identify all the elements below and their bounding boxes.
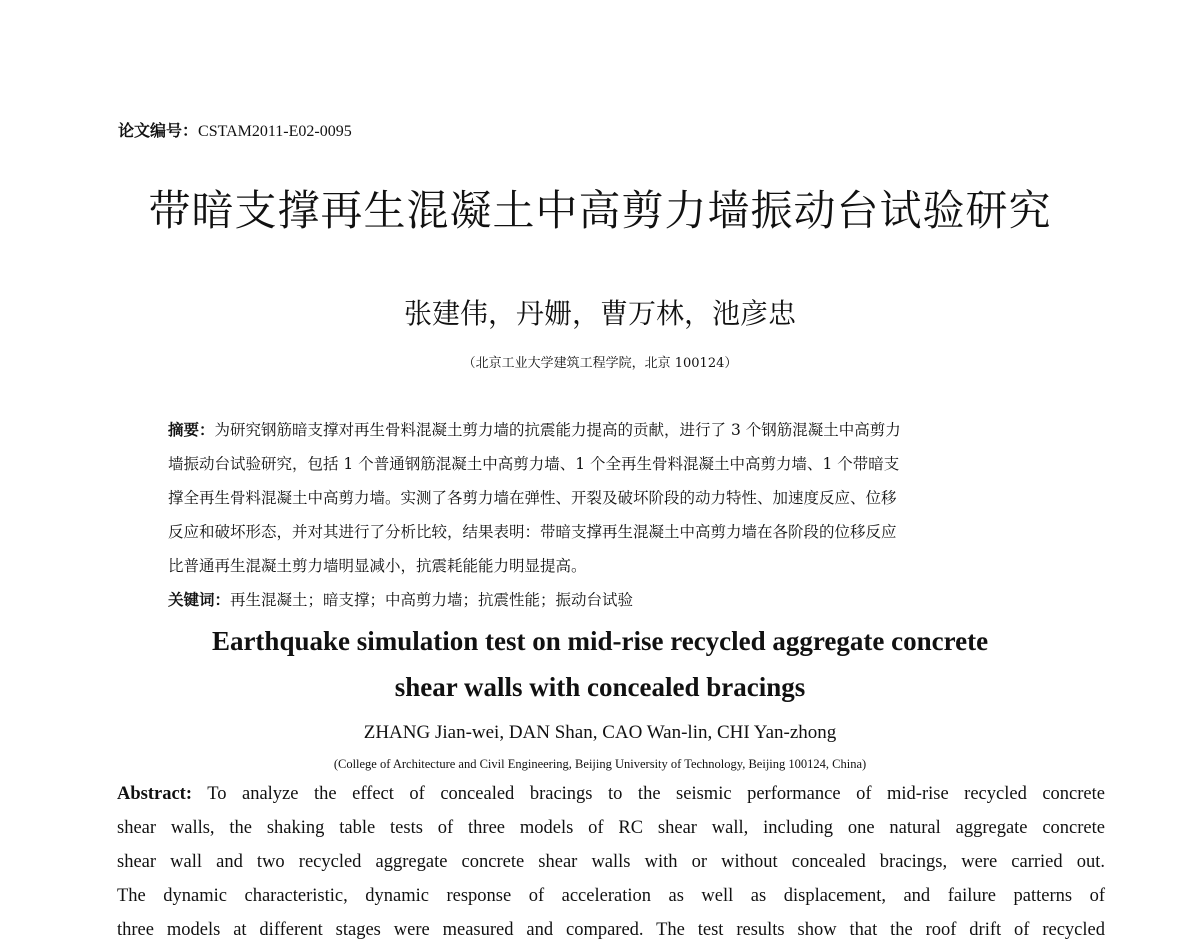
abstract-en-label: Abstract: xyxy=(117,784,193,804)
keywords-cn-label: 关键词： xyxy=(168,590,231,609)
abstract-en-line: shear wall and two recycled aggregate concrete shear walls with or without concealed bracings, were carried out. xyxy=(117,852,1105,872)
abstract-cn-line: 反应和破坏形态，并对其进行了分析比较，结果表明：带暗支撑再生混凝土中高剪力墙在各阶段的位移反应 xyxy=(168,523,897,541)
abstract-en-line: three models at different stages were measured and compared. The test results show that the roof drift of recycled xyxy=(117,920,1105,940)
title-en-line-2: shear walls with concealed bracings xyxy=(394,672,806,702)
paper-id xyxy=(118,118,352,141)
abstract-en-line xyxy=(117,784,1105,805)
keywords-cn xyxy=(168,588,633,610)
title-cn: 带暗支撑再生混凝土中高剪力墙振动台试验研究 xyxy=(148,186,1052,235)
abstract-en-text: To analyze the effect of concealed bracings to the seismic performance of mid-rise recycled concrete xyxy=(192,784,1105,804)
abstract-cn-line: 墙振动台试验研究，包括 1 个普通钢筋混凝土中高剪力墙、1 个全再生骨料混凝土中高剪力墙、1 个带暗支 xyxy=(168,455,900,473)
abstract-cn-line xyxy=(168,418,901,440)
paper-id-value: CSTAM2011-E02-0095 xyxy=(198,123,352,140)
abstract-cn-text: 为研究钢筋暗支撑对再生骨料混凝土剪力墙的抗震能力提高的贡献，进行了 3 个钢筋混凝土中高剪力 xyxy=(214,421,901,439)
paper-id-label: 论文编号： xyxy=(118,121,199,140)
affiliation-cn: （北京工业大学建筑工程学院，北京 100124） xyxy=(462,356,738,371)
title-en-line-1: Earthquake simulation test on mid-rise recycled aggregate concrete xyxy=(211,626,989,656)
authors-en: ZHANG Jian-wei, DAN Shan, CAO Wan-lin, CHI Yan-zhong xyxy=(363,722,837,743)
authors-cn: 张建伟，丹姗，曹万林，池彦忠 xyxy=(403,297,796,330)
abstract-en-line: The dynamic characteristic, dynamic response of acceleration as well as displacement, and failure patterns of xyxy=(117,886,1105,906)
abstract-en-line: shear walls, the shaking table tests of three models of RC shear wall, including one natural aggregate concrete xyxy=(117,818,1105,838)
abstract-cn-line: 撑全再生骨料混凝土中高剪力墙。实测了各剪力墙在弹性、开裂及破坏阶段的动力特性、加速度反应、位移 xyxy=(168,489,897,507)
abstract-cn-line: 比普通再生混凝土剪力墙明显减小，抗震耗能能力明显提高。 xyxy=(168,557,587,575)
keywords-cn-value: 再生混凝土；暗支撑；中高剪力墙；抗震性能；振动台试验 xyxy=(230,591,634,609)
affiliation-en: (College of Architecture and Civil Engineering, Beijing University of Technology, Beijing 100124, China) xyxy=(333,757,867,771)
abstract-cn-label: 摘要： xyxy=(168,420,215,439)
